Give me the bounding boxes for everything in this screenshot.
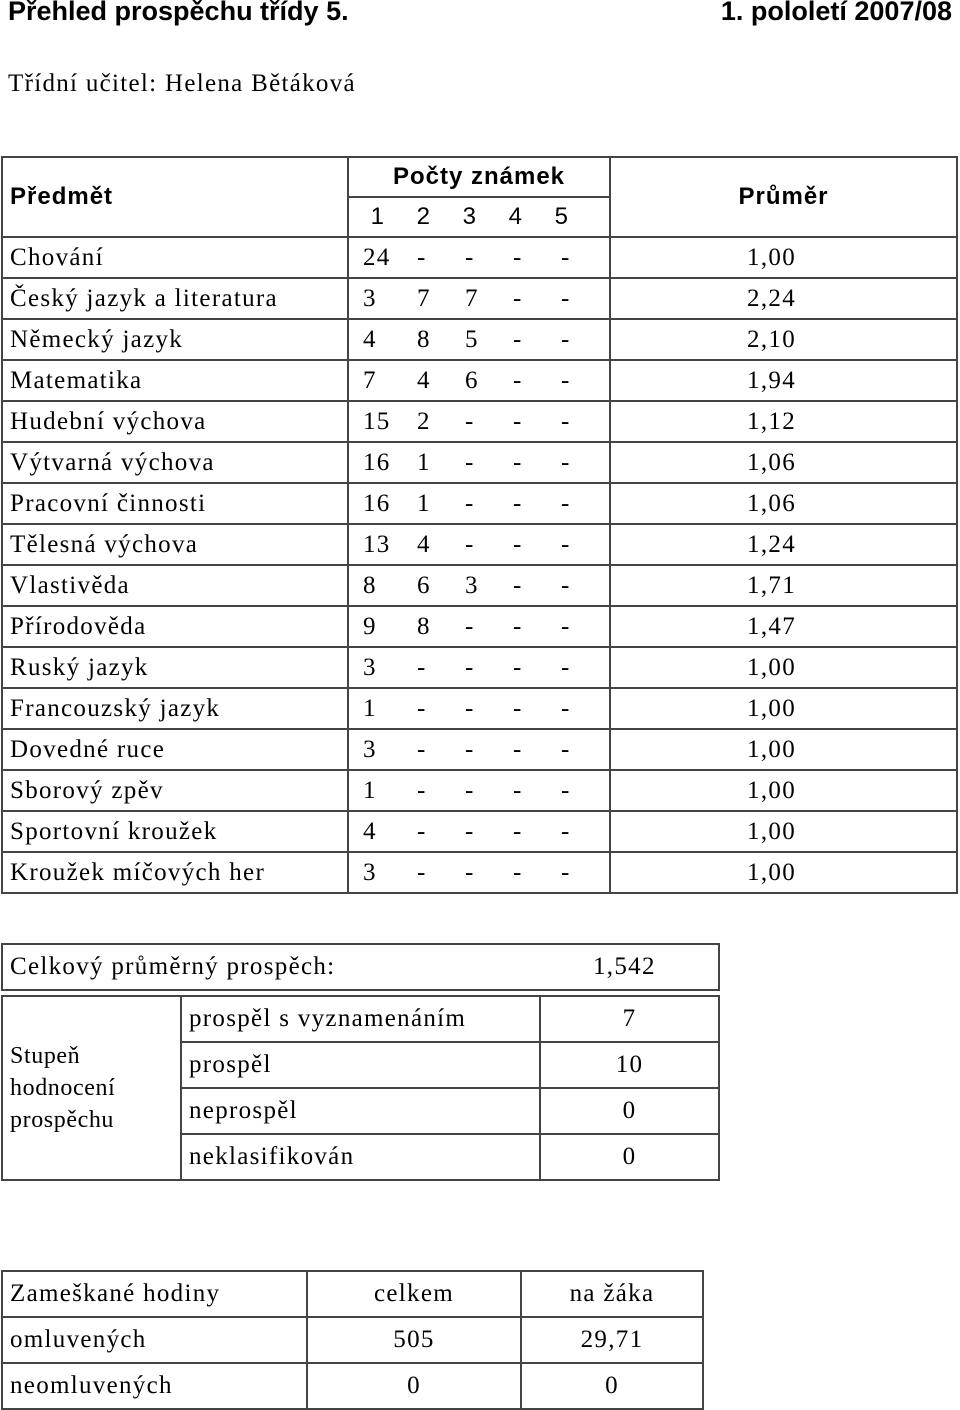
- grade-count: 7: [363, 366, 377, 394]
- subject-average: 2,24: [610, 278, 957, 319]
- grade-count: 1: [363, 694, 377, 722]
- overall-label: Celkový průměrný prospěch:: [10, 953, 336, 980]
- title-term: 1. pololetí 2007/08: [720, 0, 952, 26]
- grade-rows: [2, 237, 957, 893]
- grade-count: -: [513, 325, 523, 353]
- table-row: [2, 319, 957, 360]
- grade-count: -: [561, 448, 571, 476]
- grade-labels: [348, 197, 610, 237]
- grade-count: -: [561, 776, 571, 804]
- subject-average: 1,06: [610, 483, 957, 524]
- grade-count: -: [561, 325, 571, 353]
- grade-count: -: [417, 858, 427, 886]
- subject-average: 1,47: [610, 606, 957, 647]
- absence-total: 505: [307, 1317, 521, 1363]
- subject-name: Výtvarná výchova: [2, 442, 348, 483]
- absence-label: neomluvených: [2, 1363, 307, 1409]
- subject-average: 1,00: [610, 770, 957, 811]
- grade-counts: [348, 770, 610, 811]
- grade-count: -: [513, 571, 523, 599]
- grade-counts: [348, 319, 610, 360]
- grade-count: 4: [417, 366, 431, 394]
- subject-name: Český jazyk a literatura: [2, 278, 348, 319]
- subject-average: 1,00: [610, 852, 957, 893]
- grade-count: -: [465, 243, 475, 271]
- grade-count: -: [513, 817, 523, 845]
- grade-count: 5: [465, 325, 479, 353]
- grade-count: -: [561, 612, 571, 640]
- title-class: Přehled prospěchu třídy 5.: [8, 0, 349, 26]
- grade-count: -: [513, 407, 523, 435]
- grade-count: -: [465, 817, 475, 845]
- table-row: [2, 483, 957, 524]
- table-row: [2, 524, 957, 565]
- grade-count: -: [513, 735, 523, 763]
- grade-count: 6: [417, 571, 431, 599]
- subject-average: 1,24: [610, 524, 957, 565]
- grade-count: 8: [417, 325, 431, 353]
- stupen-line: Stupeň: [10, 1043, 81, 1069]
- grade-counts: [348, 565, 610, 606]
- grade-count: -: [417, 776, 427, 804]
- grade-count: -: [561, 366, 571, 394]
- table-row: [2, 565, 957, 606]
- grade-counts: [348, 524, 610, 565]
- grade-label: 2: [416, 203, 432, 230]
- grade-counts: [348, 647, 610, 688]
- stupen-line: hodnocení: [10, 1075, 116, 1101]
- grade-count: -: [417, 817, 427, 845]
- grade-label: 1: [370, 203, 386, 230]
- subject-name: Pracovní činnosti: [2, 483, 348, 524]
- subject-average: 1,00: [610, 647, 957, 688]
- grade-count: 1: [363, 776, 377, 804]
- table-row: [2, 237, 957, 278]
- grade-counts: [348, 852, 610, 893]
- grade-count: 16: [363, 489, 391, 517]
- subject-name: Vlastivěda: [2, 565, 348, 606]
- grade-count: 1: [417, 448, 431, 476]
- subject-average: 1,00: [610, 729, 957, 770]
- absence-per-student: 0: [521, 1363, 703, 1409]
- grade-count: -: [513, 366, 523, 394]
- grade-count: -: [513, 243, 523, 271]
- grade-count: -: [513, 776, 523, 804]
- grade-counts: [348, 811, 610, 852]
- table-row: [2, 852, 957, 893]
- grade-count: 7: [465, 284, 479, 312]
- grade-count: 3: [363, 653, 377, 681]
- grade-count: -: [465, 489, 475, 517]
- grade-count: 3: [363, 735, 377, 763]
- grade-count: -: [465, 694, 475, 722]
- table-row: [2, 688, 957, 729]
- grade-count: 8: [363, 571, 377, 599]
- stupen-cell: [2, 996, 181, 1180]
- grade-count: -: [513, 448, 523, 476]
- subject-name: Matematika: [2, 360, 348, 401]
- subject-name: Hudební výchova: [2, 401, 348, 442]
- grade-counts: [348, 278, 610, 319]
- grade-count: -: [465, 653, 475, 681]
- subject-average: 1,71: [610, 565, 957, 606]
- subject-average: 1,00: [610, 811, 957, 852]
- absence-table: [1, 1270, 704, 1410]
- stupen-line: prospěchu: [10, 1107, 115, 1133]
- grade-counts: [348, 483, 610, 524]
- grade-count: 4: [363, 325, 377, 353]
- grade-count: 16: [363, 448, 391, 476]
- overall-row: [2, 944, 719, 990]
- grade-count: 4: [363, 817, 377, 845]
- grade-counts: [348, 442, 610, 483]
- col-average-header: Průměr: [610, 157, 957, 237]
- grade-count: -: [465, 530, 475, 558]
- grade-count: -: [513, 284, 523, 312]
- grade-count: -: [561, 858, 571, 886]
- absence-col-per-student: na žáka: [521, 1271, 703, 1317]
- grade-count: -: [417, 653, 427, 681]
- grade-counts: [348, 401, 610, 442]
- grade-counts: [348, 606, 610, 647]
- grade-counts: [348, 729, 610, 770]
- grade-count: 3: [363, 284, 377, 312]
- grade-count: -: [465, 407, 475, 435]
- subject-name: Německý jazyk: [2, 319, 348, 360]
- grade-count: 3: [465, 571, 479, 599]
- absence-per-student: 29,71: [521, 1317, 703, 1363]
- grade-count: 1: [417, 489, 431, 517]
- grade-count: -: [561, 489, 571, 517]
- grade-count: -: [513, 612, 523, 640]
- grade-count: 9: [363, 612, 377, 640]
- level-value: 0: [540, 1088, 719, 1134]
- absence-row: [2, 1363, 703, 1409]
- subject-name: Přírodověda: [2, 606, 348, 647]
- grade-count: 3: [363, 858, 377, 886]
- grade-label: 4: [508, 203, 524, 230]
- absence-col-total: celkem: [307, 1271, 521, 1317]
- grade-count: 6: [465, 366, 479, 394]
- grade-count: -: [513, 858, 523, 886]
- absence-label: omluvených: [2, 1317, 307, 1363]
- level-value: 10: [540, 1042, 719, 1088]
- grade-label: 5: [554, 203, 570, 230]
- absence-header-row: [2, 1271, 703, 1317]
- grade-count: -: [561, 694, 571, 722]
- level-value: 0: [540, 1134, 719, 1180]
- grade-count: -: [561, 817, 571, 845]
- overall-cell: [2, 944, 719, 990]
- grade-count: -: [561, 735, 571, 763]
- table-row: [2, 278, 957, 319]
- grade-count: -: [465, 735, 475, 763]
- grade-count: 8: [417, 612, 431, 640]
- table-row: [2, 606, 957, 647]
- subject-average: 1,06: [610, 442, 957, 483]
- overall-value: 1,542: [593, 953, 656, 980]
- grade-count: -: [513, 530, 523, 558]
- grade-count: -: [465, 612, 475, 640]
- grade-count: -: [417, 243, 427, 271]
- level-label: neklasifikován: [181, 1134, 540, 1180]
- grade-count: -: [561, 653, 571, 681]
- subject-name: Ruský jazyk: [2, 647, 348, 688]
- grades-table: [1, 156, 958, 894]
- level-label: neprospěl: [181, 1088, 540, 1134]
- table-row: [2, 770, 957, 811]
- subject-name: Kroužek míčových her: [2, 852, 348, 893]
- subject-average: 2,10: [610, 319, 957, 360]
- grade-count: -: [513, 653, 523, 681]
- grade-counts: [348, 360, 610, 401]
- grades-header-row-1: [2, 157, 957, 197]
- grade-count: -: [561, 571, 571, 599]
- subject-name: Tělesná výchova: [2, 524, 348, 565]
- grade-count: -: [465, 776, 475, 804]
- grade-count: -: [561, 284, 571, 312]
- subject-average: 1,94: [610, 360, 957, 401]
- grade-label: 3: [462, 203, 478, 230]
- grade-counts: [348, 237, 610, 278]
- grade-count: 2: [417, 407, 431, 435]
- table-row: [2, 401, 957, 442]
- level-row: [2, 996, 719, 1042]
- summary-table: [1, 943, 720, 1181]
- col-subject-header: Předmět: [2, 157, 348, 237]
- level-label: prospěl s vyznamenáním: [181, 996, 540, 1042]
- subject-name: Dovedné ruce: [2, 729, 348, 770]
- subject-average: 1,00: [610, 237, 957, 278]
- subject-name: Sportovní kroužek: [2, 811, 348, 852]
- table-row: [2, 729, 957, 770]
- subject-name: Sborový zpěv: [2, 770, 348, 811]
- grade-count: 7: [417, 284, 431, 312]
- grade-count: -: [513, 694, 523, 722]
- grade-count: -: [561, 243, 571, 271]
- grade-count: 24: [363, 243, 391, 271]
- grade-count: -: [417, 694, 427, 722]
- absence-row: [2, 1317, 703, 1363]
- teacher-line: Třídní učitel: Helena Bětáková: [8, 70, 356, 97]
- level-value: 7: [540, 996, 719, 1042]
- page-title: [8, 0, 952, 36]
- grade-counts: [348, 688, 610, 729]
- level-label: prospěl: [181, 1042, 540, 1088]
- table-row: [2, 811, 957, 852]
- grade-count: -: [561, 530, 571, 558]
- grade-count: -: [417, 735, 427, 763]
- absence-col-label: Zameškané hodiny: [2, 1271, 307, 1317]
- table-row: [2, 647, 957, 688]
- table-row: [2, 442, 957, 483]
- subject-name: Francouzský jazyk: [2, 688, 348, 729]
- subject-average: 1,00: [610, 688, 957, 729]
- col-counts-header: Počty známek: [348, 157, 610, 197]
- grade-count: 4: [417, 530, 431, 558]
- grade-count: -: [465, 448, 475, 476]
- grade-count: -: [561, 407, 571, 435]
- grade-count: 15: [363, 407, 391, 435]
- subject-average: 1,12: [610, 401, 957, 442]
- grade-count: -: [465, 858, 475, 886]
- subject-name: Chování: [2, 237, 348, 278]
- table-row: [2, 360, 957, 401]
- grade-count: -: [513, 489, 523, 517]
- absence-total: 0: [307, 1363, 521, 1409]
- grade-count: 13: [363, 530, 391, 558]
